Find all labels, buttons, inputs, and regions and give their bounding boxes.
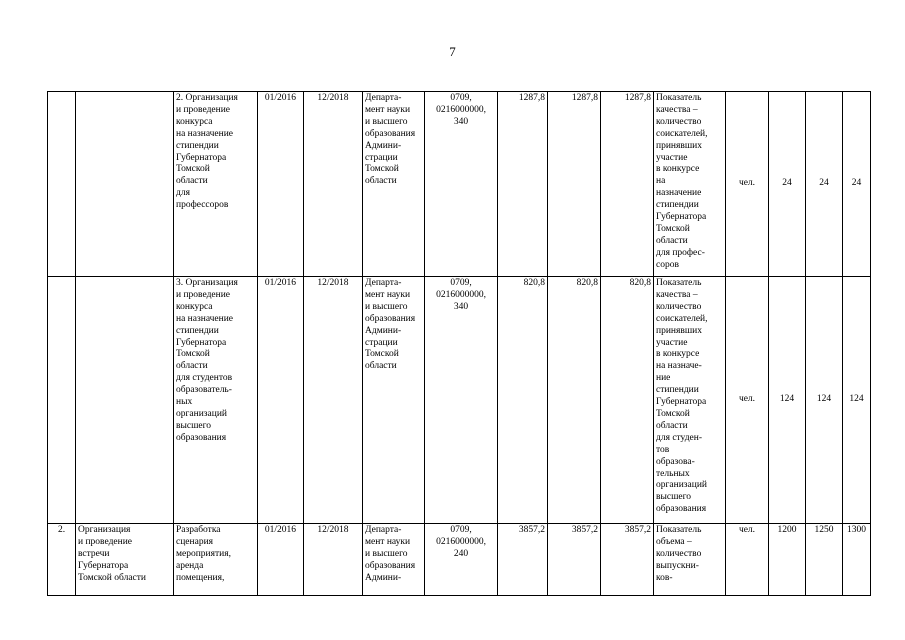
row-number-cell <box>48 277 76 524</box>
start-date-cell: 01/2016 <box>258 92 304 277</box>
funding-year-3-cell: 1287,8 <box>601 92 654 277</box>
indicator-value-1-cell: 1200 <box>769 524 806 596</box>
task-cell <box>76 92 174 277</box>
table-row <box>48 277 871 524</box>
unit-cell: чел. <box>726 277 769 524</box>
executor-cell: Департа- мент науки и высшего образования Админи- страции Томской области <box>363 92 425 277</box>
funding-year-3-cell: 3857,2 <box>601 524 654 596</box>
indicator-value-3-cell: 24 <box>843 92 871 277</box>
budget-code-cell: 0709, 0216000000, 340 <box>425 277 498 524</box>
task-cell: Организация и проведение встречи Губернатора Томской области <box>76 524 174 596</box>
budget-code-cell: 0709, 0216000000, 340 <box>425 92 498 277</box>
end-date-cell: 12/2018 <box>304 524 363 596</box>
funding-year-1-cell: 1287,8 <box>498 92 548 277</box>
funding-year-2-cell: 1287,8 <box>548 92 601 277</box>
budget-code-cell: 0709, 0216000000, 240 <box>425 524 498 596</box>
task-cell <box>76 277 174 524</box>
funding-year-2-cell: 820,8 <box>548 277 601 524</box>
indicator-value-3-cell: 124 <box>843 277 871 524</box>
funding-year-2-cell: 3857,2 <box>548 524 601 596</box>
table-row <box>48 92 871 277</box>
start-date-cell: 01/2016 <box>258 524 304 596</box>
unit-cell: чел. <box>726 524 769 596</box>
program-table <box>47 91 871 596</box>
indicator-cell: Показатель качества – количество соискателей, принявших участие в конкурсе на назначение стипендии Губернатора Томской области для профес- соров <box>654 92 726 277</box>
indicator-value-2-cell: 24 <box>806 92 843 277</box>
row-number-cell: 2. <box>48 524 76 596</box>
activity-cell: Разработка сценария мероприятия, аренда помещения, <box>174 524 258 596</box>
unit-cell: чел. <box>726 92 769 277</box>
row-number-cell <box>48 92 76 277</box>
executor-cell: Департа- мент науки и высшего образования Админи- страции Томской области <box>363 277 425 524</box>
funding-year-1-cell: 820,8 <box>498 277 548 524</box>
table-row <box>48 524 871 596</box>
activity-cell: 3. Организация и проведение конкурса на назначение стипендии Губернатора Томской области для студентов образователь- ных организаций высшего образования <box>174 277 258 524</box>
start-date-cell: 01/2016 <box>258 277 304 524</box>
page-number: 7 <box>449 44 456 59</box>
end-date-cell: 12/2018 <box>304 92 363 277</box>
activity-cell: 2. Организация и проведение конкурса на назначение стипендии Губернатора Томской области для профессоров <box>174 92 258 277</box>
indicator-value-1-cell: 124 <box>769 277 806 524</box>
indicator-value-2-cell: 124 <box>806 277 843 524</box>
executor-cell: Департа- мент науки и высшего образования Админи- <box>363 524 425 596</box>
funding-year-3-cell: 820,8 <box>601 277 654 524</box>
funding-year-1-cell: 3857,2 <box>498 524 548 596</box>
indicator-value-2-cell: 1250 <box>806 524 843 596</box>
indicator-value-3-cell: 1300 <box>843 524 871 596</box>
end-date-cell: 12/2018 <box>304 277 363 524</box>
indicator-value-1-cell: 24 <box>769 92 806 277</box>
indicator-cell: Показатель качества – количество соискателей, принявших участие в конкурсе на назначе- ние стипендии Губернатора Томской области для студен- тов образова- тельных организаций высшего образования <box>654 277 726 524</box>
indicator-cell: Показатель объема – количество выпускни- ков- <box>654 524 726 596</box>
